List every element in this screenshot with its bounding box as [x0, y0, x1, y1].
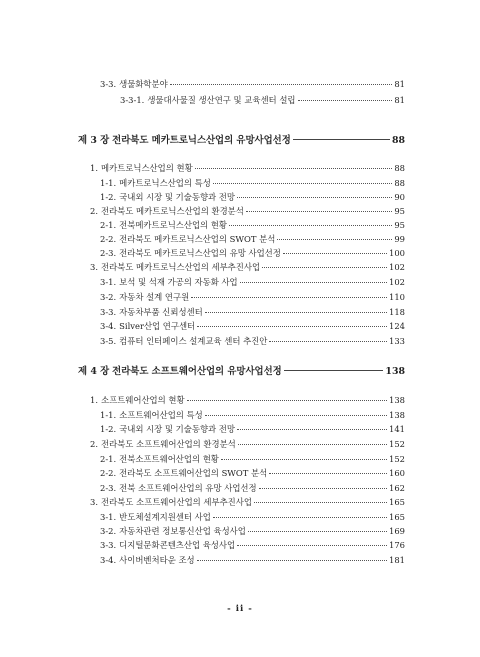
- toc-entry: [100, 79, 405, 90]
- toc-entry-page: 133: [389, 336, 405, 346]
- toc-entry-title: 전북 소프트웨어산업의 유망 사업선정: [119, 483, 257, 493]
- toc-entry-page: 176: [389, 540, 405, 550]
- toc-entry-number: 2-1.: [100, 220, 117, 230]
- dot-leader: [283, 253, 387, 254]
- dot-leader: [187, 400, 387, 401]
- toc-entry: [100, 555, 405, 566]
- toc-entry-number: 3-3.: [100, 540, 117, 550]
- dot-leader: [205, 415, 387, 416]
- toc-entry-page: 88: [394, 178, 405, 188]
- toc-entry-number: 3-1.: [100, 512, 117, 522]
- toc-entry-number: 3.: [90, 262, 98, 272]
- dot-leader: [229, 225, 392, 226]
- toc-entry-page: 102: [389, 262, 405, 272]
- toc-entry-title: 전라북도 소프트웨어산업의 환경분석: [101, 439, 236, 449]
- toc-entry-title: 생물대사물질 생산연구 및 교육센터 설립: [147, 95, 296, 105]
- toc-entry: [90, 395, 405, 406]
- dot-leader: [248, 531, 387, 532]
- toc-entry-title: 메카트로닉스산업의 특성: [119, 178, 211, 188]
- toc-entry-number: 제 3 장: [78, 135, 110, 146]
- toc-entry-number: 1-2.: [100, 192, 117, 202]
- toc-entry-title: 컴퓨터 인터페이스 설계교육 센터 추진안: [119, 336, 268, 346]
- toc-entry-number: 2-3.: [100, 248, 117, 258]
- toc-entry-number: 3-4.: [100, 555, 117, 565]
- toc-entry: [90, 439, 405, 450]
- toc-entry-title: Silver산업 연구센터: [119, 321, 196, 331]
- toc-entry-title: 자동차 설계 연구원: [119, 292, 190, 302]
- dot-leader: [277, 239, 392, 240]
- toc-entry-number: 2.: [90, 439, 98, 449]
- toc-entry-title: 소프트웨어산업의 현황: [101, 395, 185, 405]
- solid-leader: [293, 139, 390, 140]
- toc-entry-number: 2-1.: [100, 454, 117, 464]
- dot-leader: [246, 211, 392, 212]
- toc-entry: [100, 410, 405, 421]
- toc-entry-title: 디지털문화콘텐츠산업 육성사업: [119, 540, 236, 550]
- toc-entry-page: 169: [389, 526, 405, 536]
- toc-entry-page: 152: [389, 439, 405, 449]
- toc-entry-title: 전라북도 소프트웨어산업의 세부추진사업: [101, 497, 252, 507]
- dot-leader: [237, 545, 387, 546]
- toc-entry-page: 138: [389, 395, 405, 405]
- toc-entry-number: 1.: [90, 163, 98, 173]
- toc-entry-number: 2-2.: [100, 468, 117, 478]
- toc-entry-title: 전라북도 메카트로닉스산업의 유망사업선정: [112, 135, 291, 146]
- toc-entry: [100, 277, 405, 288]
- toc-entry-title: 국내외 시장 및 기술동향과 전망: [119, 192, 235, 202]
- toc-entry: [100, 512, 405, 523]
- toc-entry: [100, 336, 405, 347]
- toc-entry-page: 95: [394, 220, 405, 230]
- toc-entry-page: 81: [394, 79, 405, 89]
- toc-entry-number: 3.: [90, 497, 98, 507]
- toc-entry-page: 160: [389, 468, 405, 478]
- toc-entry-page: 138: [385, 366, 405, 377]
- toc-entry-page: 81: [394, 95, 405, 105]
- dot-leader: [191, 297, 387, 298]
- toc-entry-title: 보석 및 석재 가공의 자동화 사업: [119, 277, 238, 287]
- dot-leader: [269, 473, 387, 474]
- toc-entry-number: 3-1.: [100, 277, 117, 287]
- toc-entry: [100, 321, 405, 332]
- dot-leader: [197, 326, 387, 327]
- toc-entry-page: 162: [389, 483, 405, 493]
- toc-entry: [100, 424, 405, 435]
- toc-entry-title: 사이버벤처타운 조성: [119, 555, 195, 565]
- toc-entry: [100, 454, 405, 465]
- toc-entry-number: 2-2.: [100, 234, 117, 244]
- toc-entry-number: 1-1.: [100, 410, 117, 420]
- toc-entry-title: 전북소프트웨어산업의 현황: [119, 454, 219, 464]
- dot-leader: [259, 488, 387, 489]
- dot-leader: [195, 168, 393, 169]
- dot-leader: [240, 282, 387, 283]
- toc-entry-page: 88: [394, 163, 405, 173]
- toc-entry-number: 제 4 장: [78, 366, 110, 377]
- toc-entry-number: 3-4.: [100, 321, 117, 331]
- toc-chapter-heading: [78, 366, 405, 377]
- toc-entry-title: 반도체설계지원센터 사업: [119, 512, 211, 522]
- toc-entry-title: 전라북도 소프트웨어산업의 유망사업선정: [112, 366, 282, 377]
- dot-leader: [237, 429, 387, 430]
- toc-entry-page: 152: [389, 454, 405, 464]
- toc-entry-page: 99: [394, 234, 405, 244]
- toc-entry-title: 생물화학분야: [119, 79, 168, 89]
- toc-entry: [100, 178, 405, 189]
- toc-entry-title: 전라북도 메카트로닉스산업의 세부추진사업: [101, 262, 261, 272]
- dot-leader: [170, 84, 393, 85]
- toc-entry-title: 전북메카트로닉스산업의 현황: [119, 220, 227, 230]
- toc-entry: [100, 468, 405, 479]
- toc-entry-number: 3-2.: [100, 292, 117, 302]
- dot-leader: [238, 444, 387, 445]
- toc-entry-number: 2.: [90, 206, 98, 216]
- dot-leader: [269, 341, 387, 342]
- toc-entry-title: 자동차관련 정보통신산업 육성사업: [119, 526, 246, 536]
- toc-entry-number: 1-2.: [100, 424, 117, 434]
- toc-entry-title: 소프트웨어산업의 특성: [119, 410, 203, 420]
- toc-entry-page: 100: [389, 248, 405, 258]
- toc-entry-page: 138: [389, 410, 405, 420]
- toc-entry-page: 118: [389, 307, 405, 317]
- toc-entry: [100, 526, 405, 537]
- toc-entry-number: 1.: [90, 395, 98, 405]
- dot-leader: [221, 459, 387, 460]
- toc-entry: [100, 220, 405, 231]
- dot-leader: [205, 312, 387, 313]
- toc-chapter-heading: [78, 135, 405, 146]
- toc-entry-title: 자동차부품 신뢰성센터: [119, 307, 203, 317]
- toc-entry-number: 3-3.: [100, 79, 117, 89]
- toc-entry: [100, 292, 405, 303]
- toc-entry-number: 3-5.: [100, 336, 117, 346]
- toc-entry-number: 3-3-1.: [120, 95, 145, 105]
- toc-entry-title: 전라북도 메카트로닉스산업의 SWOT 분석: [119, 234, 276, 244]
- toc-entry: [90, 262, 405, 273]
- dot-leader: [262, 267, 387, 268]
- toc-entry-title: 전라북도 소프트웨어산업의 SWOT 분석: [119, 468, 268, 478]
- toc-entry: [100, 234, 405, 245]
- toc-entry-number: 2-3.: [100, 483, 117, 493]
- toc-entry: [120, 95, 405, 106]
- toc-entry-title: 국내외 시장 및 기술동향과 전망: [119, 424, 235, 434]
- toc-entry-page: 181: [389, 555, 405, 565]
- toc-entry-title: 메카트로닉스산업의 현황: [101, 163, 193, 173]
- dot-leader: [197, 560, 387, 561]
- toc-entry: [100, 483, 405, 494]
- dot-leader: [298, 100, 393, 101]
- toc-entry: [90, 206, 405, 217]
- dot-leader: [237, 197, 392, 198]
- page-number-footer: - ii -: [227, 604, 253, 614]
- toc-entry-page: 141: [389, 424, 405, 434]
- toc-entry-page: 165: [389, 512, 405, 522]
- toc-entry-number: 1-1.: [100, 178, 117, 188]
- toc-entry-number: 3-3.: [100, 307, 117, 317]
- dot-leader: [213, 183, 393, 184]
- toc-entry-page: 124: [389, 321, 405, 331]
- toc-entry-page: 102: [389, 277, 405, 287]
- toc-entry-title: 전라북도 메카트로닉스산업의 유망 사업선정: [119, 248, 281, 258]
- toc-entry-title: 전라북도 메카트로닉스산업의 환경분석: [101, 206, 244, 216]
- dot-leader: [254, 502, 387, 503]
- solid-leader: [284, 370, 384, 371]
- toc-entry-number: 3-2.: [100, 526, 117, 536]
- toc-entry: [100, 192, 405, 203]
- toc-entry-page: 95: [394, 206, 405, 216]
- dot-leader: [213, 517, 387, 518]
- toc-entry: [90, 497, 405, 508]
- toc-entry: [90, 163, 405, 174]
- toc-entry: [100, 248, 405, 259]
- toc-entry-page: 88: [391, 135, 405, 146]
- toc-entry-page: 90: [394, 192, 405, 202]
- toc-entry-page: 110: [389, 292, 405, 302]
- toc-entry-page: 165: [389, 497, 405, 507]
- toc-entry: [100, 540, 405, 551]
- toc-entry: [100, 307, 405, 318]
